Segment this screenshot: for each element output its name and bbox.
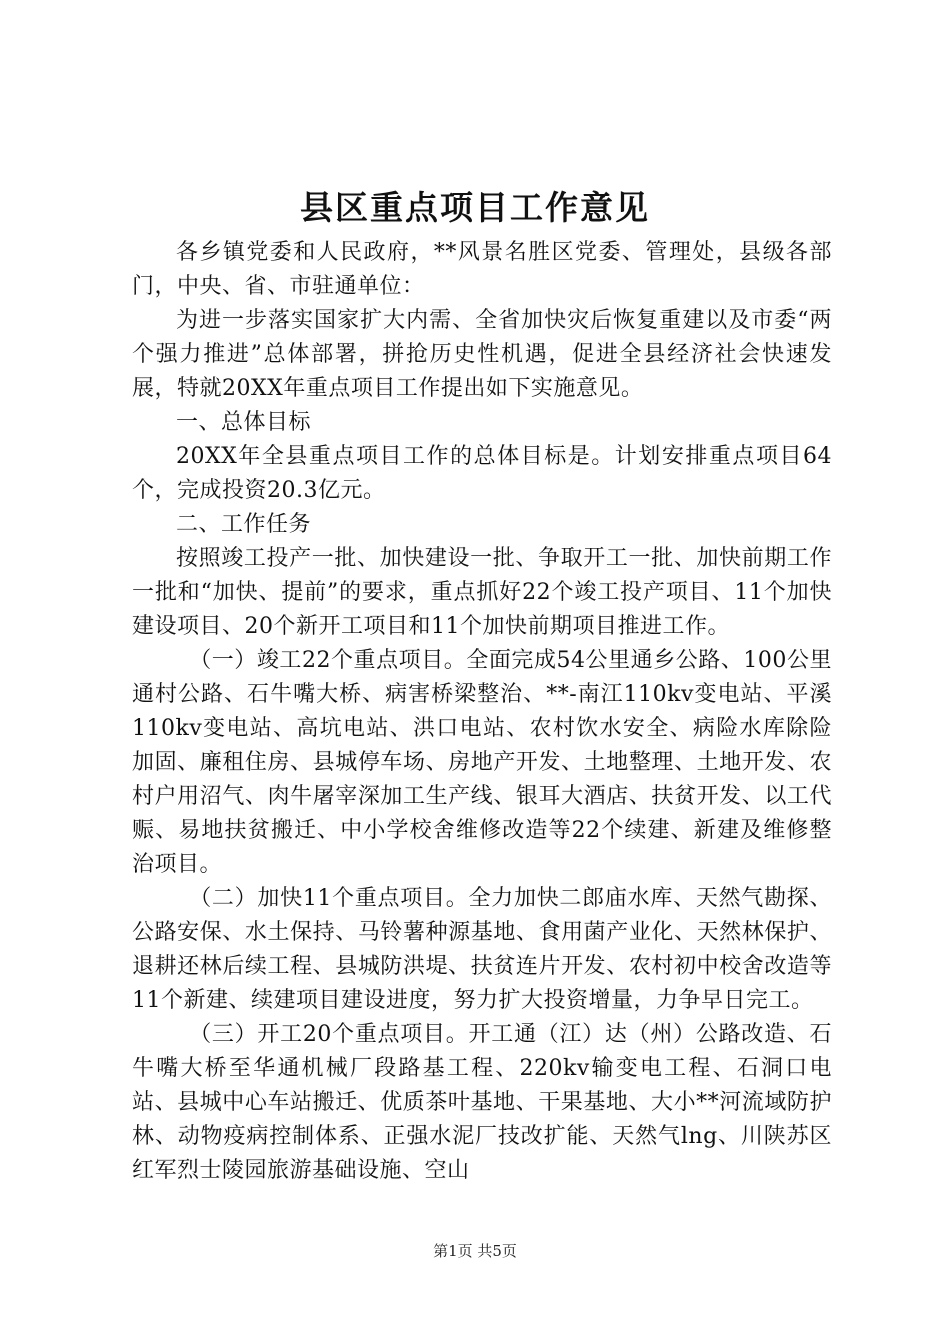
paragraph-task-3: （三）开工20个重点项目。开工通（江）达（州）公路改造、石牛嘴大桥至华通机械厂段路基工程、220kv输变电工程、石洞口电站、县城中心车站搬迁、优质茶叶基地、干果基地、大小**河流域防护林、动物疫病控制体系、正强水泥厂技改扩能、天然气lng、川陕苏区红军烈士陵园旅游基础设施、空山 [132,1022,832,1183]
paragraph-task-1: （一）竣工22个重点项目。全面完成54公里通乡公路、100公里通村公路、石牛嘴大桥、病害桥梁整治、**-南江110kv变电站、平溪110kv变电站、高坑电站、洪口电站、农村饮水安全、病险水库除险加固、廉租住房、县城停车场、房地产开发、土地整理、土地开发、农村户用沼气、肉牛屠宰深加工生产线、银耳大酒店、扶贫开发、以工代赈、易地扶贫搬迁、中小学校舍维修改造等22个续建、新建及维修整治项目。 [132,648,832,877]
heading-work-tasks: 二、工作任务 [176,512,312,537]
paragraph-intro: 为进一步落实国家扩大内需、全省加快灾后恢复重建以及市委“两个强力推进”总体部署，拼抢历史性机遇，促进全县经济社会快速发展，特就20XX年重点项目工作提出如下实施意见。 [132,308,832,401]
paragraph-salutation: 各乡镇党委和人民政府，**风景名胜区党委、管理处，县级各部门，中央、省、市驻通单位： [132,240,832,299]
paragraph-work-tasks: 按照竣工投产一批、加快建设一批、争取开工一批、加快前期工作一批和“加快、提前”的要求，重点抓好22个竣工投产项目、11个加快建设项目、20个新开工项目和11个加快前期项目推进工作。 [132,546,832,639]
paragraph-task-2: （二）加快11个重点项目。全力加快二郎庙水库、天然气勘探、公路安保、水土保持、马铃薯种源基地、食用菌产业化、天然林保护、退耕还林后续工程、县城防洪堤、扶贫连片开发、农村初中校舍改造等11个新建、续建项目建设进度，努力扩大投资增量，力争早日完工。 [132,886,832,1013]
document-body [132,236,832,1188]
document-title: 县区重点项目工作意见 [300,188,650,227]
paragraph-overall-goal: 20XX年全县重点项目工作的总体目标是。计划安排重点项目64个，完成投资20.3亿元。 [132,444,832,503]
heading-overall-goal: 一、总体目标 [176,410,312,435]
page-footer: 第1页 共5页 [433,1242,517,1260]
